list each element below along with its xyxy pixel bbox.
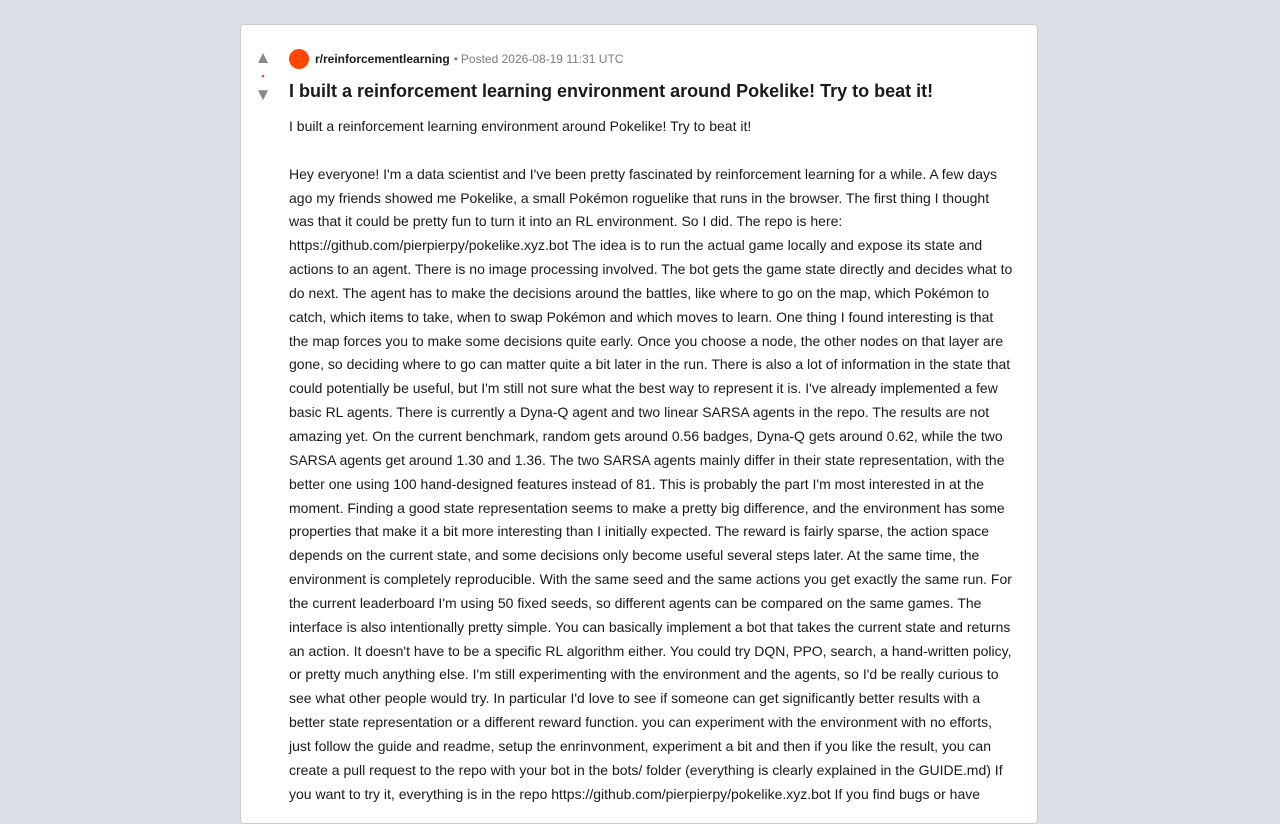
subreddit-link[interactable]: r/reinforcementlearning [315, 52, 450, 66]
posted-timestamp: Posted 2026-08-19 11:31 UTC [460, 52, 624, 66]
meta-separator: • [453, 52, 458, 66]
upvote-arrow-icon[interactable]: ▲ [254, 48, 272, 67]
vote-score: • [261, 71, 265, 81]
subreddit-avatar-icon[interactable] [289, 49, 309, 69]
post-title[interactable]: I built a reinforcement learning environment around Pokelike! Try to beat it! [289, 81, 934, 101]
post-body: I built a reinforcement learning environment around Pokelike! Try to beat it! Hey everyone! I'm a data scientist and I've been pretty fascinated by reinforcement learning for a while. A few days ago my friends showed me Pokelike, a small Pokémon roguelike that runs in the browser. The first thing I thought was that it could be pretty fun to turn it into an RL environment. So I did. The repo is here: https://github.com/pierpierpy/pokelike.xyz.bot The idea is to run the actual game locally and expose its state and actions to an agent. There is no image processing involved. The bot gets the game state directly and decides what to do next. The agent has to make the decisions around the battles, like where to go on the map, which Pokémon to catch, which items to take, when to swap Pokémon and which moves to learn. One thing I found interesting is that the map forces you to make some decisions quite early. Once you choose a node, the other nodes on that layer are gone, so deciding where to go can matter quite a bit later in the run. There is also a lot of information in the state that could potentially be useful, but I'm still not sure what the best way to represent it is. I've already implemented a few basic RL agents. There is currently a Dyna-Q agent and two linear SARSA agents in the repo. The results are not amazing yet. On the current benchmark, random gets around 0.56 badges, Dyna-Q gets around 0.62, while the two SARSA agents get around 1.30 and 1.36. The two SARSA agents mainly differ in their state representation, with the better one using 100 hand-designed features instead of 81. This is probably the part I'm most interested in at the moment. Finding a good state representation seems to make a pretty big difference, and the environment has some properties that make it a bit more interesting than I initially expected. The reward is fairly sparse, the action space depends on the current state, and some decisions only become useful several steps later. At the same time, the environment is completely reproducible. With the same seed and the same actions you get exactly the same run. For the current leaderboard I'm using 50 fixed seeds, so different agents can be compared on the same games. The interface is also intentionally pretty simple. You can basically implement a bot that takes the current state and returns an action. It doesn't have to be a specific RL algorithm either. You could try DQN, PPO, search, a hand-written policy, or pretty much anything else. I'm still experimenting with the environment and the agents, so I'd be really curious to see what other people would try. In particular I'd love to see if someone can get significantly better results with a better state representation or a different reward function. you can experiment with the environment with no efforts, just follow the guide and readme, setup the enrinvonment, experiment a bit and then if you like the result, you can create a pull request to the repo with your bot in the bots/ folder (everything is clearly explained in the GUIDE.md) If you want to try it, everything is in the repo https://github.com/pierpierpy/pokelike.xyz.bot If you find bugs or have [289, 118, 1013, 802]
vote-column [251, 49, 275, 104]
post-meta [289, 48, 1015, 70]
post-card [240, 24, 1038, 824]
post-content [289, 48, 1015, 806]
downvote-arrow-icon[interactable]: ▼ [254, 85, 272, 104]
